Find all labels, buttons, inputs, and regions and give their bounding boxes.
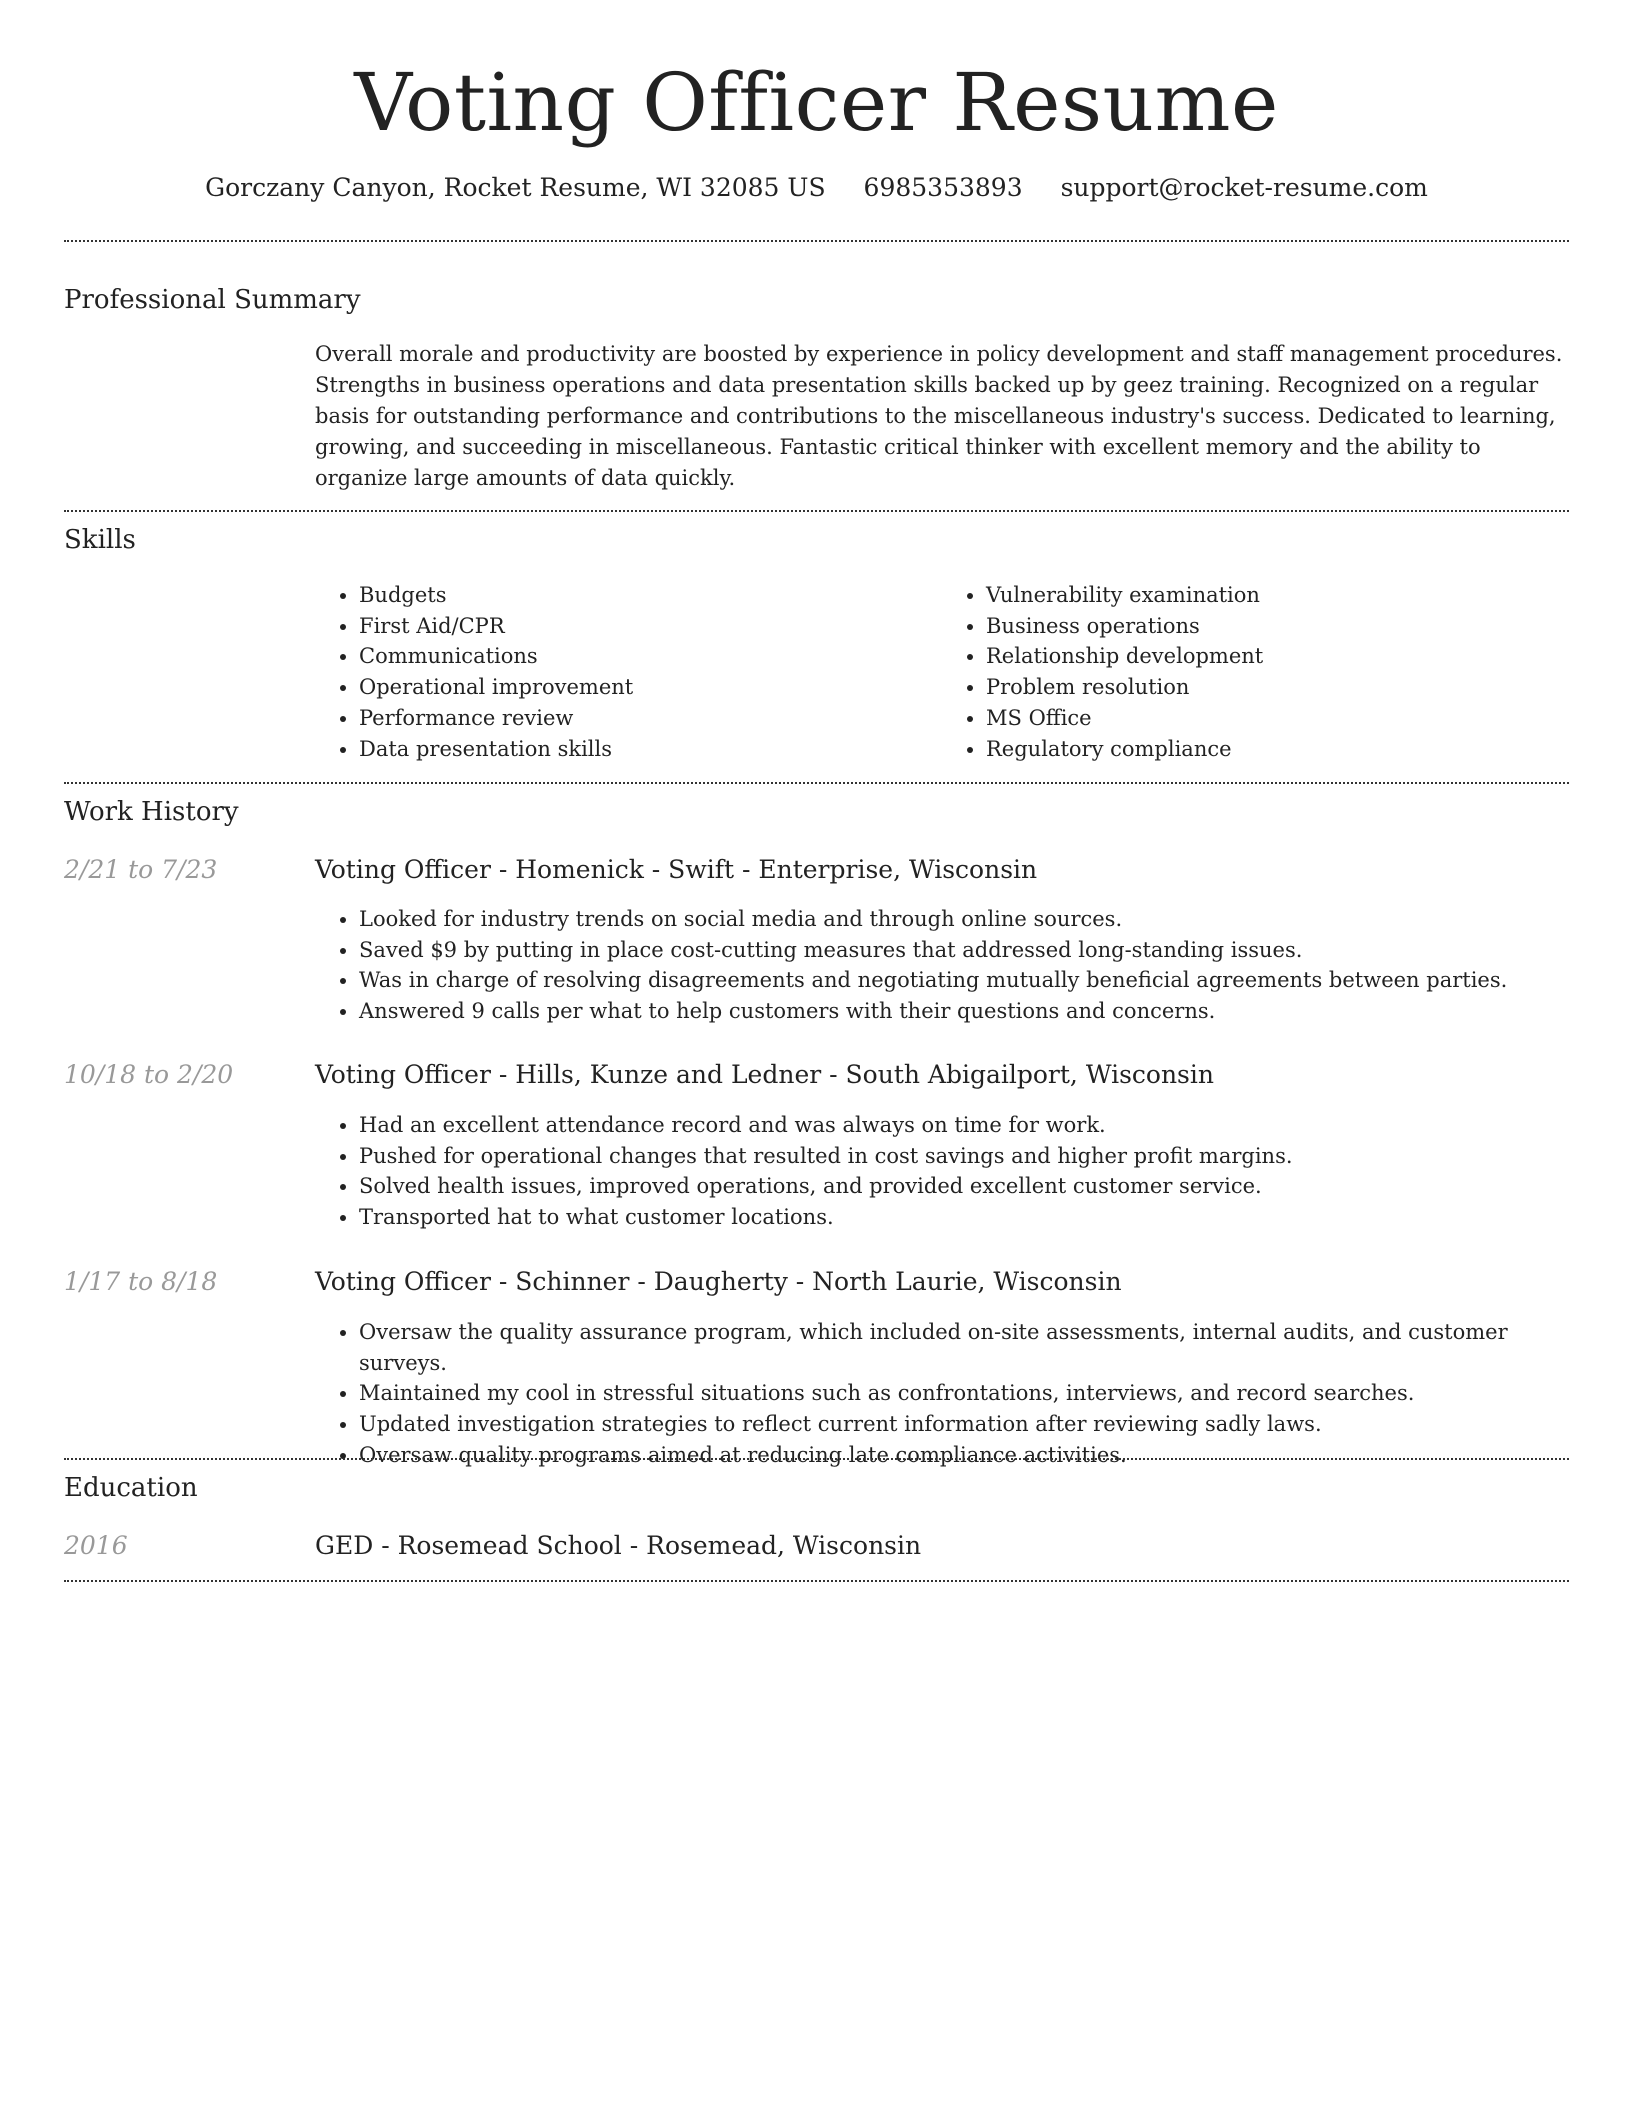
contact-address: Gorczany Canyon, Rocket Resume, WI 32085 US <box>205 173 826 202</box>
skills-list-left <box>315 580 942 764</box>
job-bullet: • Oversaw quality programs aimed at reducing late compliance activities. <box>359 1440 1569 1471</box>
divider <box>64 1580 1569 1582</box>
divider <box>64 782 1569 784</box>
divider <box>64 1458 1569 1460</box>
job-bullet: • Updated investigation strategies to reflect current information after reviewing sadly laws. <box>359 1409 1569 1440</box>
contact-phone: 6985353893 <box>863 173 1023 202</box>
skills-section <box>315 580 1569 764</box>
job-bullet: • Had an excellent attendance record and was always on time for work. <box>359 1110 1569 1141</box>
skill-item: • Vulnerability examination <box>986 580 1569 611</box>
job-bullet: • Pushed for operational changes that resulted in cost savings and higher profit margins. <box>359 1141 1569 1172</box>
job-bullet: • Transported hat to what customer locations. <box>359 1202 1569 1233</box>
skill-item: • Regulatory compliance <box>986 734 1569 765</box>
job-bullet: • Oversaw the quality assurance program, which included on-site assessments, internal audits, and customer surveys. <box>359 1317 1569 1378</box>
divider <box>64 510 1569 512</box>
education-entry: GED - Rosemead School - Rosemead, Wisconsin <box>315 1531 922 1560</box>
job-title: Voting Officer - Schinner - Daugherty - North Laurie, Wisconsin <box>315 1267 1122 1296</box>
contact-line <box>64 170 1569 206</box>
job-title: Voting Officer - Homenick - Swift - Enterprise, Wisconsin <box>315 855 1038 884</box>
skill-item: • Problem resolution <box>986 672 1569 703</box>
job-dates: 2/21 to 7/23 <box>64 855 218 884</box>
job-bullet: • Was in charge of resolving disagreements and negotiating mutually beneficial agreements between parties. <box>359 965 1569 996</box>
skills-heading: Skills <box>64 525 136 555</box>
job-dates: 1/17 to 8/18 <box>64 1267 218 1296</box>
skill-item: • Relationship development <box>986 641 1569 672</box>
skill-item: • MS Office <box>986 703 1569 734</box>
summary-heading: Professional Summary <box>64 285 361 315</box>
skill-item: • First Aid/CPR <box>359 611 942 642</box>
resume-title: Voting Officer Resume <box>354 56 1279 149</box>
skill-item: • Budgets <box>359 580 942 611</box>
skill-item: • Operational improvement <box>359 672 942 703</box>
education-year: 2016 <box>64 1531 128 1560</box>
skill-item: • Business operations <box>986 611 1569 642</box>
contact-email: support@rocket-resume.com <box>1060 173 1428 202</box>
summary-section <box>315 339 1569 494</box>
job-bullets <box>315 904 1569 1027</box>
job-bullets <box>315 1110 1569 1233</box>
job-bullets <box>315 1317 1569 1471</box>
work-history-heading: Work History <box>64 797 239 827</box>
skill-item: • Performance review <box>359 703 942 734</box>
summary-text: Overall morale and productivity are boosted by experience in policy development and staff management procedures. Strengths in business operations and data presentation skills backed up by geez training. Recognized on a regular basis for outstanding performance and contributions to the miscellaneous industry's success. Dedicated to learning, growing, and succeeding in miscellaneous. Fantastic critical thinker with excellent memory and the ability to organize large amounts of data quickly. <box>315 342 1563 490</box>
job-title: Voting Officer - Hills, Kunze and Ledner - South Abigailport, Wisconsin <box>315 1060 1214 1089</box>
job-bullet: • Maintained my cool in stressful situations such as confrontations, interviews, and record searches. <box>359 1378 1569 1409</box>
divider <box>64 240 1569 242</box>
job-dates: 10/18 to 2/20 <box>64 1060 234 1089</box>
skill-item: • Communications <box>359 641 942 672</box>
skills-list-right <box>942 580 1569 764</box>
job-bullet: • Looked for industry trends on social media and through online sources. <box>359 904 1569 935</box>
job-bullet: • Saved $9 by putting in place cost-cutting measures that addressed long-standing issues. <box>359 935 1569 966</box>
job-bullet: • Answered 9 calls per what to help customers with their questions and concerns. <box>359 996 1569 1027</box>
education-heading: Education <box>64 1473 198 1503</box>
job-bullet: • Solved health issues, improved operations, and provided excellent customer service. <box>359 1171 1569 1202</box>
skill-item: • Data presentation skills <box>359 734 942 765</box>
